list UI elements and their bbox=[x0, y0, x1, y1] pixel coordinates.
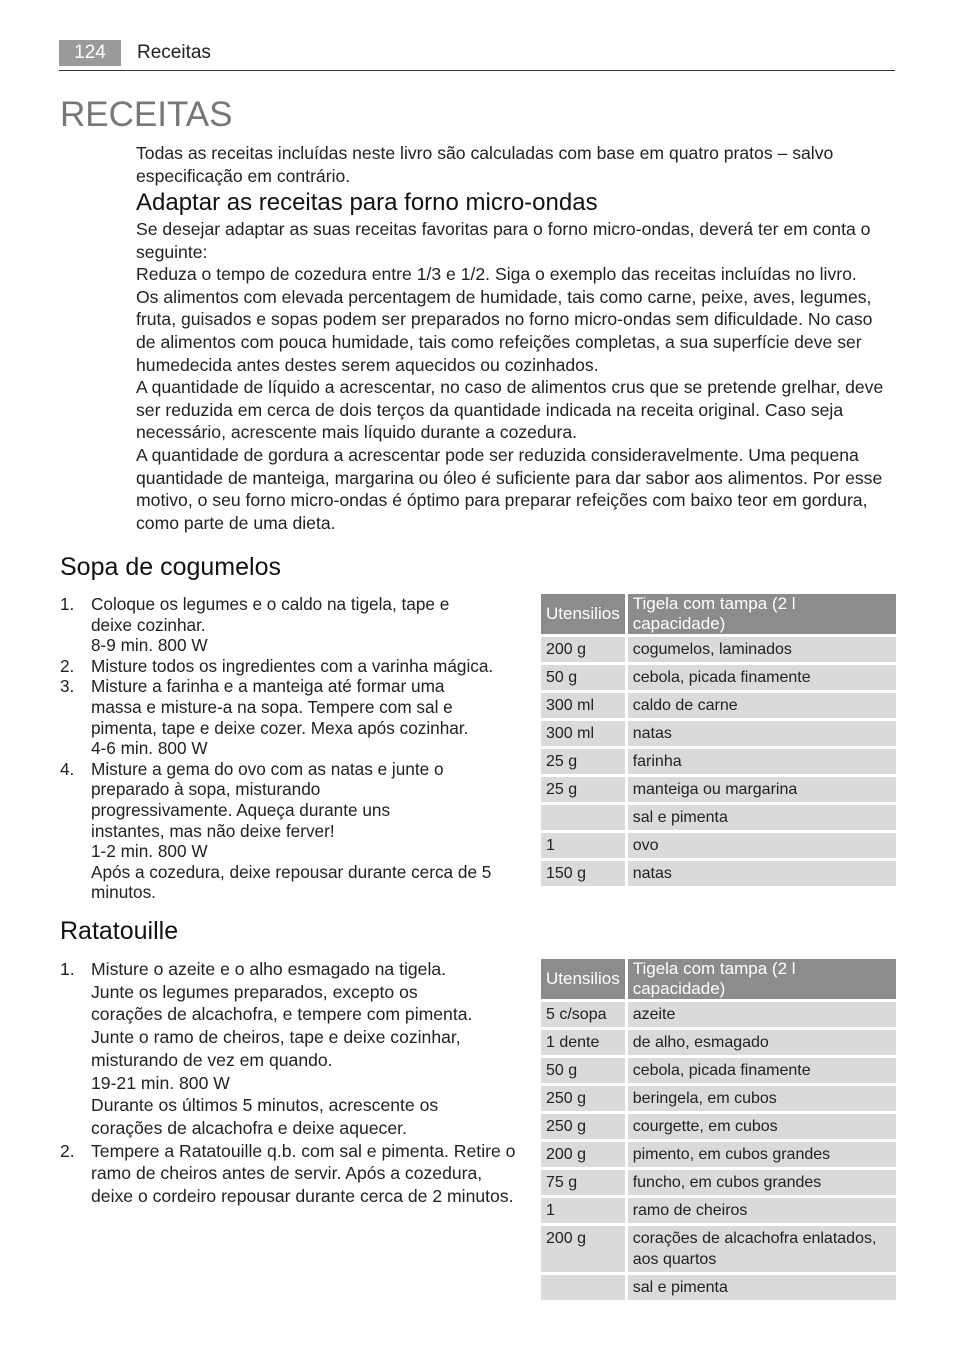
ingredient-row bbox=[541, 1226, 896, 1275]
step-text: Coloque os legumes e o caldo na tigela, tape e bbox=[91, 594, 450, 614]
ingredient-row bbox=[541, 777, 896, 805]
ingredient-name: de alho, esmagado bbox=[628, 1030, 896, 1058]
intro-paragraph: Todas as receitas incluídas neste livro são calculadas com base em quatro pratos – salvo especificação em contrário. bbox=[136, 143, 834, 186]
table-header bbox=[541, 959, 896, 1002]
ingredient-quantity: 1 bbox=[541, 1198, 628, 1226]
step-item bbox=[60, 958, 522, 1140]
table-body bbox=[541, 637, 896, 889]
ingredient-quantity: 25 g bbox=[541, 749, 628, 777]
ingredient-quantity: 250 g bbox=[541, 1114, 628, 1142]
step-text: Misture todos os ingredientes com a varinha mágica. bbox=[91, 655, 494, 676]
soup-steps bbox=[60, 594, 500, 903]
step-note: Durante os últimos 5 minutos, acrescente os bbox=[91, 1095, 439, 1116]
ingredient-quantity: 200 g bbox=[541, 637, 628, 665]
table-header bbox=[541, 594, 896, 637]
step-time-power: 19-21 min. 800 W bbox=[91, 1072, 230, 1093]
step-text: misturando de vez em quando. bbox=[91, 1049, 333, 1070]
ingredient-row bbox=[541, 1170, 896, 1198]
ingredient-row bbox=[541, 665, 896, 693]
soup-heading: Sopa de cogumelos bbox=[60, 553, 281, 581]
step-text: corações de alcachofra, e tempere com pimenta. bbox=[91, 1004, 473, 1025]
ingredient-quantity: 75 g bbox=[541, 1170, 628, 1198]
step-time-power: 4-6 min. 800 W bbox=[91, 738, 208, 759]
step-text: Misture a gema do ovo com as natas e junte o bbox=[91, 758, 444, 779]
ingredient-name: pimento, em cubos grandes bbox=[628, 1142, 896, 1170]
ingredient-name: beringela, em cubos bbox=[628, 1086, 896, 1114]
table-header-row bbox=[541, 594, 896, 637]
ingredient-name: ramo de cheiros bbox=[628, 1198, 896, 1226]
step-number: 1. bbox=[60, 594, 75, 614]
ingredient-row bbox=[541, 1275, 896, 1303]
step-text: deixe o cordeiro repousar durante cerca de 2 minutos. bbox=[91, 1186, 514, 1207]
ingredient-name: manteiga ou margarina bbox=[628, 777, 896, 805]
table-body bbox=[541, 1002, 896, 1303]
running-section-title: Receitas bbox=[137, 42, 211, 63]
page-header bbox=[59, 40, 895, 71]
step-text: pimenta, tape e deixe cozer. Mexa após cozinhar. bbox=[91, 717, 469, 738]
adapt-heading: Adaptar as receitas para forno micro-ondas bbox=[136, 189, 598, 216]
ingredient-name: cebola, picada finamente bbox=[628, 1058, 896, 1086]
ingredient-row bbox=[541, 1114, 896, 1142]
ingredient-row bbox=[541, 805, 896, 833]
step-item bbox=[60, 594, 500, 656]
ingredient-row bbox=[541, 637, 896, 665]
step-time-power: 8-9 min. 800 W bbox=[91, 635, 208, 656]
step-text: Junte o ramo de cheiros, tape e deixe cozinhar, bbox=[91, 1027, 461, 1048]
ingredient-name: funcho, em cubos grandes bbox=[628, 1170, 896, 1198]
ingredient-row bbox=[541, 1058, 896, 1086]
ingredient-row bbox=[541, 721, 896, 749]
adapt-paragraph: Reduza o tempo de cozedura entre 1/3 e 1/2. Siga o exemplo das receitas incluídas no livro. bbox=[136, 264, 857, 285]
ingredient-quantity: 50 g bbox=[541, 1058, 628, 1086]
ingredient-quantity: 50 g bbox=[541, 665, 628, 693]
ingredient-name: sal e pimenta bbox=[628, 1275, 896, 1303]
step-text: Tempere a Ratatouille q.b. com sal e pimenta. Retire o bbox=[91, 1140, 516, 1161]
adapt-body bbox=[136, 218, 896, 534]
page-title: RECEITAS bbox=[60, 95, 233, 134]
ingredient-row bbox=[541, 749, 896, 777]
ingredient-name: azeite bbox=[628, 1002, 896, 1030]
step-number: 4. bbox=[60, 758, 75, 779]
ingredient-quantity: 150 g bbox=[541, 861, 628, 889]
table-header-row bbox=[541, 959, 896, 1002]
utensils-label: Utensilios bbox=[541, 959, 628, 1002]
step-text: instantes, mas não deixe ferver! bbox=[91, 820, 335, 841]
ingredient-quantity: 250 g bbox=[541, 1086, 628, 1114]
ingredient-name: courgette, em cubos bbox=[628, 1114, 896, 1142]
ingredient-row bbox=[541, 693, 896, 721]
step-note: Após a cozedura, deixe repousar durante cerca de 5 bbox=[91, 861, 492, 882]
ratatouille-heading: Ratatouille bbox=[60, 917, 179, 945]
step-number: 1. bbox=[60, 959, 75, 979]
ratatouille-ingredients-table bbox=[541, 959, 896, 1303]
utensils-value: Tigela com tampa (2 l capacidade) bbox=[628, 594, 896, 637]
ingredient-row bbox=[541, 1086, 896, 1114]
ingredient-quantity: 25 g bbox=[541, 777, 628, 805]
ingredient-name: cogumelos, laminados bbox=[628, 637, 896, 665]
ingredient-quantity: 200 g bbox=[541, 1226, 628, 1275]
ingredient-quantity: 1 dente bbox=[541, 1030, 628, 1058]
ingredient-name: cebola, picada finamente bbox=[628, 665, 896, 693]
ingredient-name: caldo de carne bbox=[628, 693, 896, 721]
step-number: 2. bbox=[60, 655, 75, 676]
step-note: minutos. bbox=[91, 882, 156, 903]
ratatouille-steps bbox=[60, 958, 522, 1208]
ingredient-quantity bbox=[541, 805, 628, 833]
ingredient-row bbox=[541, 1002, 896, 1030]
adapt-paragraph: Os alimentos com elevada percentagem de humidade, tais como carne, peixe, aves, legumes, fruta, guisados e sopas podem ser preparados no forno micro-ondas sem dificuldade. No caso de alimentos com pouca humidade, tais como refeições completas, a sua superfície deve ser humedecida antes destes serem aquecidos ou cozinhados. bbox=[136, 286, 873, 375]
ingredient-name: natas bbox=[628, 721, 896, 749]
step-time-power: 1-2 min. 800 W bbox=[91, 841, 208, 862]
step-number: 3. bbox=[60, 676, 75, 697]
step-text: Junte os legumes preparados, excepto os bbox=[91, 981, 418, 1002]
ingredient-row bbox=[541, 861, 896, 889]
step-text: ramo de cheiros antes de servir. Após a cozedura, bbox=[91, 1163, 483, 1184]
step-note: corações de alcachofra e deixe aquecer. bbox=[91, 1117, 407, 1138]
ingredient-name: sal e pimenta bbox=[628, 805, 896, 833]
step-item bbox=[60, 676, 500, 758]
step-text: preparado à sopa, misturando bbox=[91, 779, 321, 800]
ingredient-name: natas bbox=[628, 861, 896, 889]
adapt-paragraph: A quantidade de líquido a acrescentar, no caso de alimentos crus que se pretende grelhar, deve ser reduzida em cerca de dois terços da quantidade indicada na receita original. Caso seja necessário, acrescente mais líquido durante a cozedura. bbox=[136, 377, 884, 443]
ingredient-name: corações de alcachofra enlatados, aos quartos bbox=[628, 1226, 896, 1275]
ingredient-quantity: 300 ml bbox=[541, 693, 628, 721]
ingredient-row bbox=[541, 1198, 896, 1226]
step-text: progressivamente. Aqueça durante uns bbox=[91, 799, 391, 820]
utensils-value: Tigela com tampa (2 l capacidade) bbox=[628, 959, 896, 1002]
ingredient-name: ovo bbox=[628, 833, 896, 861]
ingredient-row bbox=[541, 1030, 896, 1058]
ingredient-quantity: 200 g bbox=[541, 1142, 628, 1170]
adapt-paragraph: Se desejar adaptar as suas receitas favoritas para o forno micro-ondas, deverá ter em conta o seguinte: bbox=[136, 219, 871, 262]
step-number: 2. bbox=[60, 1140, 75, 1161]
ingredient-row bbox=[541, 1142, 896, 1170]
step-text: massa e misture-a na sopa. Tempere com sal e bbox=[91, 696, 453, 717]
page-number: 124 bbox=[59, 40, 121, 66]
ingredient-quantity: 1 bbox=[541, 833, 628, 861]
step-text: Misture o azeite e o alho esmagado na tigela. bbox=[91, 959, 447, 979]
step-item bbox=[60, 656, 500, 677]
adapt-paragraph: A quantidade de gordura a acrescentar pode ser reduzida consideravelmente. Uma pequena quantidade de manteiga, margarina ou óleo é suficiente para dar sabor aos alimentos. Por esse motivo, o seu forno micro-ondas é óptimo para preparar refeições com baixo teor em gordura, como parte de uma dieta. bbox=[136, 444, 883, 533]
step-item bbox=[60, 759, 500, 903]
soup-ingredients-table bbox=[541, 594, 896, 889]
step-item bbox=[60, 1140, 522, 1208]
ingredient-name: farinha bbox=[628, 749, 896, 777]
ingredient-quantity: 300 ml bbox=[541, 721, 628, 749]
utensils-label: Utensilios bbox=[541, 594, 628, 637]
step-text: Misture a farinha e a manteiga até formar uma bbox=[91, 676, 445, 697]
ingredient-quantity bbox=[541, 1275, 628, 1303]
ingredient-row bbox=[541, 833, 896, 861]
ingredient-quantity: 5 c/sopa bbox=[541, 1002, 628, 1030]
step-text: deixe cozinhar. bbox=[91, 614, 206, 635]
